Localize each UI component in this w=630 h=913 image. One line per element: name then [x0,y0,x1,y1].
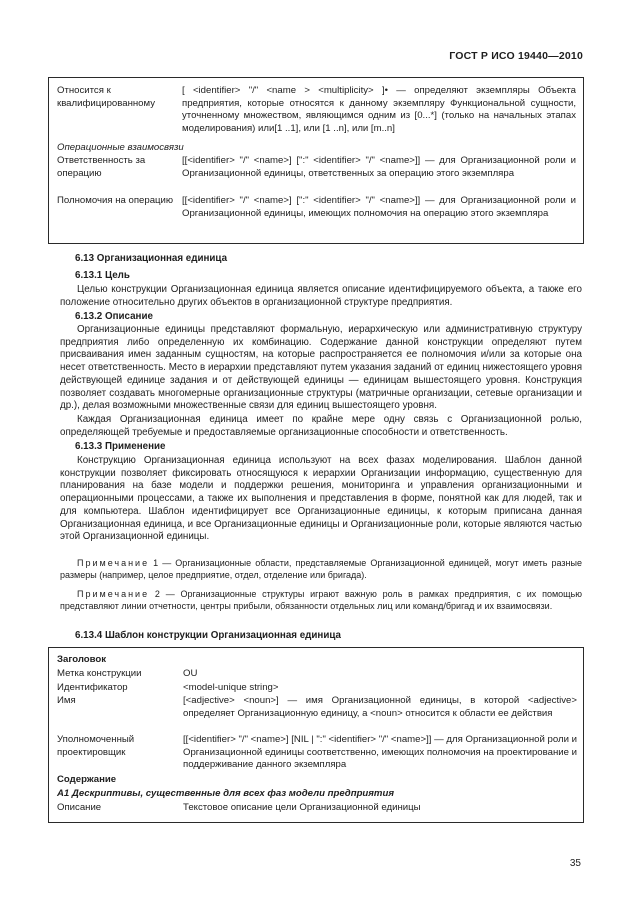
row-value-relates-to: [ <identifier> "/" <name > <multiplicity> ]• — определяют экземпляры Объекта предприятия, которые относятся к данному экземпляру Функциональной сущности, уточненному множеством, являющимся одним из [0...*] (только на начальных этапах моделирования) или[1 ..1], или [1 ..n], или [m..n] [182,85,576,134]
note-1-label: Примечание [77,558,150,568]
content-section-label: Содержание [57,774,117,785]
subheading-6-13-1: 6.13.1 Цель [75,270,130,281]
paragraph-purpose: Целью конструкции Организационная единица является описание идентифицируемого объекта, а также его положение относительно других объектов в организационной структуре предприятия. [60,284,582,308]
a1-descriptives-heading: А1 Дескриптивы, существенные для всех фаз модели предприятия [57,788,394,799]
row-label-authorized-designer: Уполномоченный проектировщик [57,734,135,758]
row-label-responsibility: Ответственность за операцию [57,155,146,179]
row-label-name: Имя [57,695,76,706]
subheading-6-13-2: 6.13.2 Описание [75,311,153,322]
attributes-table [48,77,584,244]
note-2-text: 2 — Организационные структуры играют важную роль в рамках предприятия, с их помощью представляют линии отчетности, центры прибыли, обязанности отдельных лиц или команд/бригад и их взаимосвязи. [60,589,582,611]
row-value-construct-tag: OU [183,668,198,679]
paragraph-description: Организационные единицы представляют формальную, иерархическую или административную структуру предприятия либо определенную их комбинацию. Содержание данной конструкции определяют путем присваивания имен заданным сущностям, на которые распространяется ее полномочия и/или за которые она несет ответственность. Место в иерархии представляют путем указания заданий от единиц нижестоящего уровня действующей единице задания и от действующей единицы — единицам вышестоящего уровня. Конструкция позволяет создавать многомерные организационные структуры (матричные организации, сетевые организации и др.), делая возможными множественные связи для единиц вышестоящего уровня. [60,324,582,412]
subheading-6-13-3: 6.13.3 Применение [75,441,166,452]
section-operational-relations: Операционные взаимосвязи [57,142,184,153]
standard-header: ГОСТ Р ИСО 19440—2010 [449,50,583,62]
row-label-relates-to: Относится к квалифицированному [57,85,156,109]
row-value-name: [<adjective> <noun>] — имя Организационной единицы, в которой <adjective> определяет Организационную единицу, а <noun> относится к области ее действия [183,695,577,719]
paragraph-application: Конструкцию Организационная единица используют на всех фазах моделирования. Шаблон данной конструкции позволяет фиксировать относящуюся к иерархии Организации информацию, существенную для планирования на базе модели и поддержки решения, мониторинга и управления организационными и операционными процессами, а также их выполнения и представления в форме, понятной как для людей, так и для компьютера. Шаблон идентифицирует все Организационные единицы, к которым приписана данная Организационная единица, и все Организационные единицы и Организационные роли, которые являются частью этой Организационной единицы. [60,455,582,543]
row-value-description: Текстовое описание цели Организационной единицы [183,802,421,813]
row-value-authority: [[<identifier> "/" <name>] [":" <identifier> "/" <name>]] — для Организационной роли и Организационной единицы, имеющих полномочия на операцию этого экземпляра [182,195,576,219]
paragraph-roles: Каждая Организационная единица имеет по крайне мере одну связь с Организационной ролью, определяющей требуемые и предоставляемые организационные способности и ответственность. [60,414,582,438]
subheading-6-13-4: 6.13.4 Шаблон конструкции Организационная единица [75,630,341,641]
row-value-identifier: <model-unique string> [183,682,279,693]
note-2-label: Примечание [77,589,150,599]
row-label-description: Описание [57,802,102,813]
row-label-identifier: Идентификатор [57,682,128,693]
row-label-authority: Полномочия на операцию [57,195,174,206]
note-1-text: 1 — Организационные области, представляемые Организационной единицей, могут иметь разные размеры (например, целое предприятие, отдел, отделение или бригада). [60,558,582,580]
row-label-construct-tag: Метка конструкции [57,668,142,679]
template-table [48,647,584,823]
row-value-responsibility: [[<identifier> "/" <name>] [":" <identifier> "/" <name>]] — для Организационной роли и Организационной единицы, ответственных за операцию этого экземпляра [182,155,576,179]
note-1 [60,557,582,581]
section-heading-6-13: 6.13 Организационная единица [75,253,228,264]
template-header-label: Заголовок [57,654,107,665]
page-number: 35 [569,858,581,869]
note-2 [60,588,582,612]
row-value-authorized-designer: [[<identifier> "/" <name>] [NIL | ":" <identifier> "/" <name>]] — для Организационной роли и Организационной единицы соответственно, имеющих полномочия на проектирование и поддерживание данного экземпляра [183,734,577,770]
